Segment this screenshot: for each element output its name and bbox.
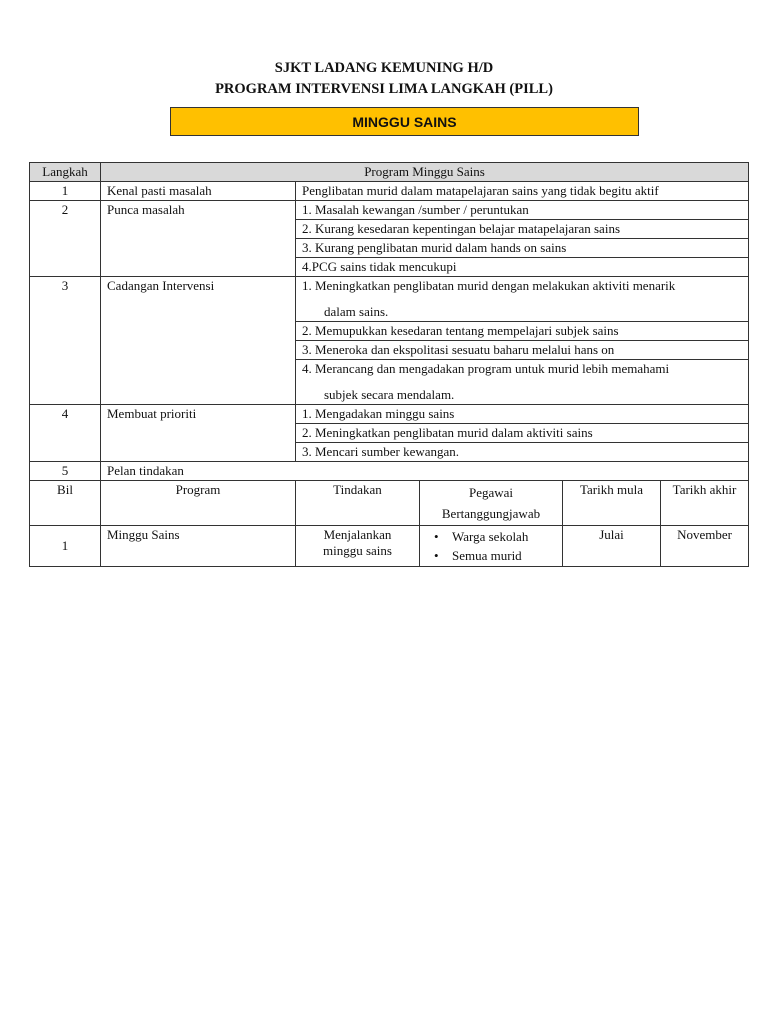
plan-pegawai: [420, 526, 563, 567]
banner-label: MINGGU SAINS: [352, 113, 457, 130]
plan-header-tarikh-mula: Tarikh mula: [563, 481, 661, 526]
table-row: [30, 462, 749, 481]
plan-header-pegawai-line1: Pegawai: [468, 485, 514, 500]
plan-row: [30, 526, 749, 567]
list-item: 2. Meningkatkan penglibatan murid dalam aktiviti sains: [296, 424, 749, 443]
list-item: [296, 277, 749, 322]
table-row: [30, 201, 749, 220]
step-label: Pelan tindakan: [101, 462, 749, 481]
step-number: 3: [30, 277, 101, 405]
table-header-row: [30, 163, 749, 182]
list-item: 4.PCG sains tidak mencukupi: [296, 258, 749, 277]
table-row: [30, 277, 749, 322]
plan-program: Minggu Sains: [101, 526, 296, 567]
header-program: Program Minggu Sains: [101, 163, 749, 182]
step-number: 2: [30, 201, 101, 277]
document-subtitle: PROGRAM INTERVENSI LIMA LANGKAH (PILL): [215, 81, 553, 97]
list-item: • Warga sekolah: [444, 527, 556, 546]
list-item-line: subjek secara mendalam.: [324, 387, 455, 402]
list-item: • Semua murid: [444, 546, 556, 565]
plan-tindakan: [296, 526, 420, 567]
header-langkah: Langkah: [30, 163, 101, 182]
document-title: SJKT LADANG KEMUNING H/D: [274, 60, 494, 76]
plan-tindakan-line2: minggu sains: [323, 543, 392, 558]
plan-header-pegawai: [420, 481, 563, 526]
table-row: [30, 405, 749, 424]
plan-header-row: [30, 481, 749, 526]
plan-header-pegawai-line2: Bertanggungjawab: [441, 506, 541, 521]
list-item: 2. Kurang kesedaran kepentingan belajar matapelajaran sains: [296, 220, 749, 239]
list-item: 1. Mengadakan minggu sains: [296, 405, 749, 424]
step-number: 5: [30, 462, 101, 481]
plan-header-tarikh-akhir: Tarikh akhir: [661, 481, 749, 526]
list-item: 1. Masalah kewangan /sumber / peruntukan: [296, 201, 749, 220]
list-item-line: dalam sains.: [324, 304, 389, 319]
plan-bil: 1: [30, 526, 101, 567]
list-item: 3. Mencari sumber kewangan.: [296, 443, 749, 462]
pill-table: [29, 162, 749, 567]
list-item-line: 1. Meningkatkan penglibatan murid dengan melakukan aktiviti menarik: [302, 278, 676, 293]
step-label: Membuat prioriti: [101, 405, 296, 462]
step-label: Kenal pasti masalah: [101, 182, 296, 201]
banner-minggu-sains: [170, 107, 639, 136]
step-number: 1: [30, 182, 101, 201]
list-item: 2. Memupukkan kesedaran tentang mempelajari subjek sains: [296, 322, 749, 341]
plan-header-tindakan: Tindakan: [296, 481, 420, 526]
list-item-line: 4. Merancang dan mengadakan program untuk murid lebih memahami: [302, 361, 670, 376]
plan-tarikh-mula: Julai: [563, 526, 661, 567]
list-item: [296, 360, 749, 405]
plan-tindakan-line1: Menjalankan: [323, 527, 392, 542]
list-item: 3. Meneroka dan ekspolitasi sesuatu baharu melalui hans on: [296, 341, 749, 360]
list-item: 3. Kurang penglibatan murid dalam hands on sains: [296, 239, 749, 258]
plan-header-program: Program: [101, 481, 296, 526]
step-label: Cadangan Intervensi: [101, 277, 296, 405]
table-row: [30, 182, 749, 201]
plan-header-bil: Bil: [30, 481, 101, 526]
step-number: 4: [30, 405, 101, 462]
plan-pegawai-list: [426, 527, 556, 565]
step-label: Punca masalah: [101, 201, 296, 277]
step-text: Penglibatan murid dalam matapelajaran sains yang tidak begitu aktif: [296, 182, 749, 201]
plan-tarikh-akhir: November: [661, 526, 749, 567]
